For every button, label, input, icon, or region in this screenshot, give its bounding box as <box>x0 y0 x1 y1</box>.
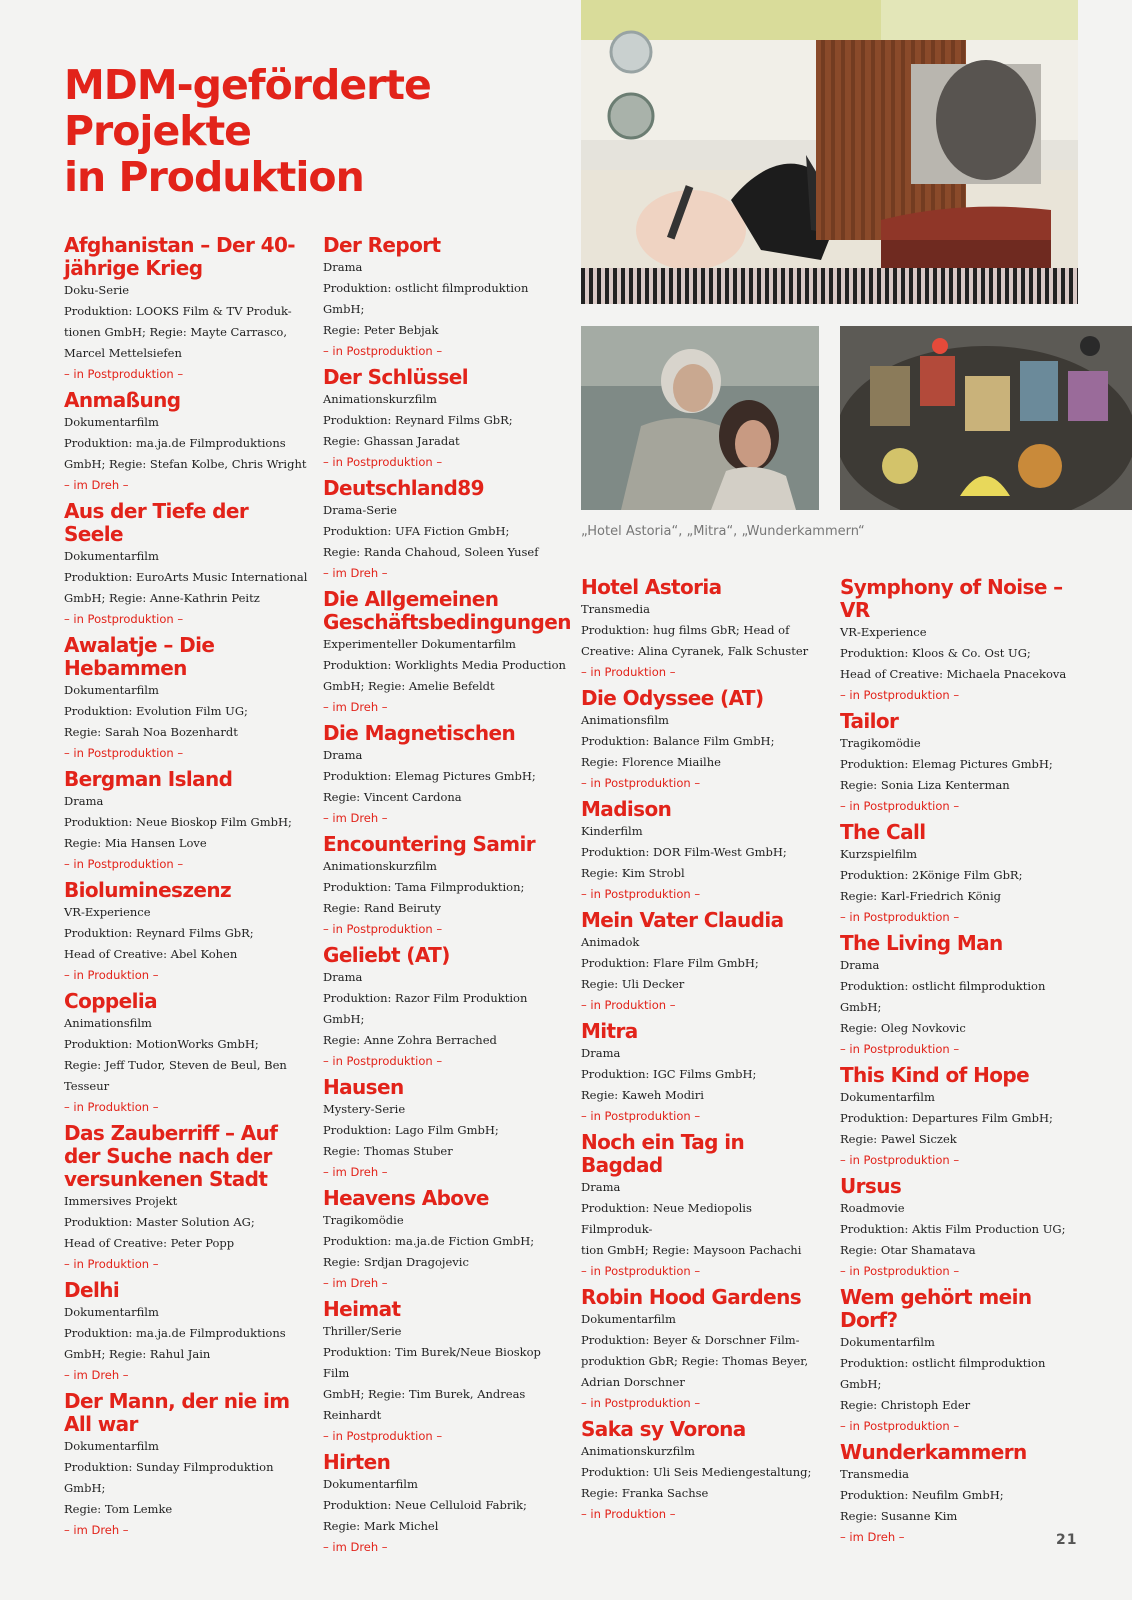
project-entry <box>840 1064 1085 1171</box>
project-genre: Dokumentarfilm <box>64 415 159 429</box>
collage-image-wunderkammern <box>840 326 1132 510</box>
project-credits: Regie: Otar Shamatava <box>840 1243 976 1257</box>
project-status: – im Dreh – <box>64 1523 129 1537</box>
project-genre: Animationskurzfilm <box>323 859 437 873</box>
project-credits: Head of Creative: Michaela Pnacekova <box>840 667 1067 681</box>
project-entry <box>581 1131 826 1282</box>
project-credits: Marcel Mettelsiefen <box>64 346 182 360</box>
project-title: Delhi <box>64 1278 120 1302</box>
project-entry <box>581 1286 826 1414</box>
project-credits: GmbH; Regie: Stefan Kolbe, Chris Wright <box>64 457 307 471</box>
project-entry <box>64 234 309 385</box>
project-entry <box>581 1020 826 1127</box>
project-credits: GmbH; Regie: Anne-Kathrin Peitz <box>64 591 260 605</box>
project-credits: Produktion: Uli Seis Mediengestaltung; <box>581 1465 812 1479</box>
project-entry <box>840 1286 1085 1437</box>
project-title: Mitra <box>581 1019 638 1043</box>
project-status: – in Postproduktion – <box>323 922 443 936</box>
project-entry <box>323 587 571 718</box>
project-credits: Produktion: Razor Film Produktion GmbH; <box>323 991 528 1026</box>
project-status: – im Dreh – <box>323 1276 388 1290</box>
project-credits: Adrian Dorschner <box>581 1375 685 1389</box>
project-credits: Regie: Kaweh Modiri <box>581 1088 704 1102</box>
project-genre: Transmedia <box>840 1467 909 1481</box>
project-status: – in Produktion – <box>64 968 159 982</box>
project-status: – in Postproduktion – <box>840 1264 960 1278</box>
project-credits: Produktion: UFA Fiction GmbH; <box>323 524 510 538</box>
project-genre: Mystery-Serie <box>323 1102 406 1116</box>
project-entry <box>323 477 568 584</box>
project-title: Encountering Samir <box>323 832 535 856</box>
project-genre: Drama <box>581 1180 621 1194</box>
project-genre: Dokumentarfilm <box>840 1090 935 1104</box>
project-credits: Regie: Tom Lemke <box>64 1502 173 1516</box>
project-column-4 <box>840 576 1085 1552</box>
image-caption: „Hotel Astoria“, „Mitra“, „Wunderkammern“ <box>581 524 865 539</box>
project-genre: Drama <box>323 748 363 762</box>
project-genre: Drama-Serie <box>323 503 397 517</box>
project-credits: Produktion: Flare Film GmbH; <box>581 956 759 970</box>
project-credits: Regie: Anne Zohra Berrached <box>323 1033 497 1047</box>
project-entry <box>64 768 309 875</box>
page-number: 21 <box>1056 1532 1078 1548</box>
project-genre: Kinderfilm <box>581 824 643 838</box>
project-status: – in Postproduktion – <box>64 612 184 626</box>
project-title: Aus der Tiefe der Seele <box>64 499 249 546</box>
film-still-mitra <box>581 326 819 510</box>
project-credits: GmbH; Regie: Rahul Jain <box>64 1347 211 1361</box>
project-entry <box>323 1298 568 1447</box>
project-title: Noch ein Tag in Bagdad <box>581 1130 745 1177</box>
page-title-line-1: MDM-geförderte Projekte <box>64 61 431 155</box>
project-genre: Kurzspielfilm <box>840 847 917 861</box>
project-title: Die Allgemeinen Geschäftsbedingungen <box>323 587 571 634</box>
project-credits: Creative: Alina Cyranek, Falk Schuster <box>581 644 809 658</box>
project-entry <box>840 821 1085 928</box>
project-genre: Dokumentarfilm <box>581 1312 676 1326</box>
project-title: Awalatje – Die Hebammen <box>64 633 215 680</box>
project-credits: Produktion: Beyer & Dorschner Film- <box>581 1333 800 1347</box>
project-credits: Produktion: DOR Film-West GmbH; <box>581 845 787 859</box>
project-entry <box>840 576 1085 706</box>
project-entry <box>840 932 1085 1060</box>
project-title: Coppelia <box>64 989 158 1013</box>
project-genre: Drama <box>323 970 363 984</box>
project-status: – im Dreh – <box>323 1165 388 1179</box>
project-genre: Drama <box>581 1046 621 1060</box>
project-credits: Produktion: 2Könige Film GbR; <box>840 868 1023 882</box>
project-title: Anmaßung <box>64 388 181 412</box>
project-credits: Regie: Rand Beiruty <box>323 901 441 915</box>
project-credits: Produktion: Neue Mediopolis Filmproduk- <box>581 1201 752 1236</box>
project-credits: Produktion: Neue Celluloid Fabrik; <box>323 1498 527 1512</box>
project-status: – im Dreh – <box>840 1530 905 1544</box>
project-credits: Regie: Uli Decker <box>581 977 685 991</box>
project-title: Der Report <box>323 233 441 257</box>
project-entry <box>323 833 568 940</box>
project-genre: Drama <box>64 794 104 808</box>
project-title: Der Schlüssel <box>323 365 469 389</box>
project-genre: Roadmovie <box>840 1201 905 1215</box>
project-column-2 <box>323 233 571 1562</box>
project-entry <box>323 1451 568 1558</box>
project-genre: Animationsfilm <box>581 713 669 727</box>
project-credits: Regie: Vincent Cardona <box>323 790 462 804</box>
project-genre: Dokumentarfilm <box>64 1439 159 1453</box>
project-title: Das Zauberriff – Auf der Suche nach der versunkenen Stadt <box>64 1121 278 1191</box>
project-credits: Regie: Jeff Tudor, Steven de Beul, Ben Tesseur <box>64 1058 287 1093</box>
project-entry <box>840 710 1085 817</box>
project-entry <box>323 234 568 362</box>
project-title: Madison <box>581 797 672 821</box>
project-credits: Produktion: Departures Film GmbH; <box>840 1111 1053 1125</box>
project-credits: Produktion: Tim Burek/Neue Bioskop Film <box>323 1345 541 1380</box>
project-credits: Regie: Randa Chahoud, Soleen Yusef <box>323 545 539 559</box>
project-credits: Produktion: Tama Filmproduktion; <box>323 880 525 894</box>
project-credits: Produktion: ostlicht filmproduktion GmbH; <box>840 979 1046 1014</box>
project-entry <box>323 722 568 829</box>
project-genre: Transmedia <box>581 602 650 616</box>
project-genre: Drama <box>323 260 363 274</box>
project-credits: Produktion: ostlicht filmproduktion GmbH; <box>323 281 529 316</box>
project-credits: Regie: Florence Miailhe <box>581 755 721 769</box>
project-title: Heimat <box>323 1297 401 1321</box>
project-status: – in Postproduktion – <box>840 1042 960 1056</box>
project-entry <box>64 500 309 630</box>
project-status: – in Postproduktion – <box>323 455 443 469</box>
project-status: – im Dreh – <box>323 566 388 580</box>
project-title: This Kind of Hope <box>840 1063 1030 1087</box>
project-status: – in Postproduktion – <box>840 688 960 702</box>
project-entry <box>64 1390 309 1541</box>
project-entry <box>323 1076 568 1183</box>
project-genre: Dokumentarfilm <box>64 1305 159 1319</box>
project-title: Mein Vater Claudia <box>581 908 784 932</box>
project-title: Robin Hood Gardens <box>581 1285 802 1309</box>
project-status: – in Postproduktion – <box>840 910 960 924</box>
project-genre: Animadok <box>581 935 640 949</box>
project-genre: Experimenteller Dokumentarfilm <box>323 637 516 651</box>
project-credits: Produktion: IGC Films GmbH; <box>581 1067 757 1081</box>
project-credits: Regie: Christoph Eder <box>840 1398 971 1412</box>
project-credits: Regie: Sarah Noa Bozenhardt <box>64 725 238 739</box>
project-entry <box>581 1418 826 1525</box>
project-entry <box>64 389 309 496</box>
project-credits: Produktion: Worklights Media Production <box>323 658 566 672</box>
project-status: – in Postproduktion – <box>581 1396 701 1410</box>
project-title: Wunderkammern <box>840 1440 1027 1464</box>
project-entry <box>581 687 826 794</box>
project-credits: produktion GbR; Regie: Thomas Beyer, <box>581 1354 809 1368</box>
project-status: – in Postproduktion – <box>581 776 701 790</box>
project-status: – in Postproduktion – <box>581 887 701 901</box>
project-credits: Produktion: Neue Bioskop Film GmbH; <box>64 815 292 829</box>
project-credits: Produktion: ma.ja.de Fiction GmbH; <box>323 1234 535 1248</box>
project-credits: Regie: Kim Strobl <box>581 866 685 880</box>
project-status: – im Dreh – <box>323 1540 388 1554</box>
project-status: – in Postproduktion – <box>323 1429 443 1443</box>
project-title: The Living Man <box>840 931 1003 955</box>
collage-image-hotel-astoria <box>581 0 1078 304</box>
project-entry <box>64 1122 309 1275</box>
project-title: Bergman Island <box>64 767 233 791</box>
project-credits: Regie: Srdjan Dragojevic <box>323 1255 469 1269</box>
project-status: – in Postproduktion – <box>323 1054 443 1068</box>
project-title: Die Odyssee (AT) <box>581 686 764 710</box>
project-status: – in Postproduktion – <box>840 1153 960 1167</box>
project-title: The Call <box>840 820 926 844</box>
project-column-1 <box>64 234 309 1545</box>
project-title: Geliebt (AT) <box>323 943 450 967</box>
project-title: Die Magnetischen <box>323 721 516 745</box>
project-entry <box>840 1441 1085 1548</box>
project-credits: Produktion: Neufilm GmbH; <box>840 1488 1004 1502</box>
project-title: Symphony of Noise – VR <box>840 575 1063 622</box>
project-title: Hotel Astoria <box>581 575 722 599</box>
project-entry <box>323 944 568 1072</box>
project-credits: tionen GmbH; Regie: Mayte Carrasco, <box>64 325 287 339</box>
project-status: – in Produktion – <box>581 1507 676 1521</box>
project-genre: Tragikomödie <box>840 736 921 750</box>
project-status: – in Produktion – <box>581 665 676 679</box>
project-entry <box>323 1187 568 1294</box>
project-status: – im Dreh – <box>64 478 129 492</box>
project-genre: Immersives Projekt <box>64 1194 178 1208</box>
project-credits: Regie: Karl-Friedrich König <box>840 889 1001 903</box>
project-credits: Produktion: Kloos & Co. Ost UG; <box>840 646 1031 660</box>
project-credits: Produktion: hug films GbR; Head of <box>581 623 790 637</box>
project-status: – im Dreh – <box>323 811 388 825</box>
project-entry <box>581 576 826 683</box>
project-genre: VR-Experience <box>840 625 927 639</box>
project-credits: Regie: Sonia Liza Kenterman <box>840 778 1010 792</box>
project-entry <box>64 990 309 1118</box>
project-credits: Produktion: EuroArts Music International <box>64 570 308 584</box>
project-genre: Animationsfilm <box>64 1016 152 1030</box>
project-credits: Produktion: Reynard Films GbR; <box>323 413 513 427</box>
project-credits: Produktion: ostlicht filmproduktion GmbH; <box>840 1356 1046 1391</box>
project-status: – im Dreh – <box>323 700 388 714</box>
project-credits: GmbH; Regie: Amelie Befeldt <box>323 679 495 693</box>
page-title <box>64 62 584 200</box>
project-genre: Dokumentarfilm <box>64 683 159 697</box>
project-status: – in Postproduktion – <box>64 367 184 381</box>
project-title: Hirten <box>323 1450 391 1474</box>
project-credits: Produktion: Evolution Film UG; <box>64 704 248 718</box>
project-credits: Produktion: Balance Film GmbH; <box>581 734 775 748</box>
project-genre: VR-Experience <box>64 905 151 919</box>
project-credits: GmbH; Regie: Tim Burek, Andreas Reinhardt <box>323 1387 526 1422</box>
project-status: – in Produktion – <box>581 998 676 1012</box>
project-title: Afghanistan – Der 40-jährige Krieg <box>64 233 295 280</box>
project-status: – in Postproduktion – <box>323 344 443 358</box>
project-entry <box>64 1279 309 1386</box>
project-title: Deutschland89 <box>323 476 484 500</box>
project-credits: Regie: Pawel Siczek <box>840 1132 957 1146</box>
project-title: Ursus <box>840 1174 902 1198</box>
project-credits: Head of Creative: Abel Kohen <box>64 947 238 961</box>
project-genre: Animationskurzfilm <box>581 1444 695 1458</box>
project-entry <box>840 1175 1085 1282</box>
project-title: Der Mann, der nie im All war <box>64 1389 290 1436</box>
project-credits: Produktion: ma.ja.de Filmproduktions <box>64 1326 286 1340</box>
project-title: Wem gehört mein Dorf? <box>840 1285 1032 1332</box>
project-status: – in Postproduktion – <box>581 1109 701 1123</box>
project-status: – in Produktion – <box>64 1257 159 1271</box>
project-genre: Thriller/Serie <box>323 1324 402 1338</box>
project-status: – im Dreh – <box>64 1368 129 1382</box>
project-credits: Regie: Oleg Novkovic <box>840 1021 966 1035</box>
project-status: – in Postproduktion – <box>840 799 960 813</box>
project-credits: Produktion: MotionWorks GmbH; <box>64 1037 259 1051</box>
project-genre: Dokumentarfilm <box>64 549 159 563</box>
project-genre: Drama <box>840 958 880 972</box>
project-status: – in Postproduktion – <box>64 857 184 871</box>
project-credits: tion GmbH; Regie: Maysoon Pachachi <box>581 1243 802 1257</box>
project-credits: Regie: Ghassan Jaradat <box>323 434 460 448</box>
project-column-3 <box>581 576 826 1529</box>
project-credits: Regie: Mark Michel <box>323 1519 439 1533</box>
project-credits: Produktion: Elemag Pictures GmbH; <box>323 769 536 783</box>
project-status: – in Produktion – <box>64 1100 159 1114</box>
project-credits: Regie: Franka Sachse <box>581 1486 709 1500</box>
project-credits: Produktion: Lago Film GmbH; <box>323 1123 499 1137</box>
project-credits: Head of Creative: Peter Popp <box>64 1236 235 1250</box>
project-status: – in Postproduktion – <box>581 1264 701 1278</box>
project-title: Heavens Above <box>323 1186 489 1210</box>
project-genre: Tragikomödie <box>323 1213 404 1227</box>
project-title: Hausen <box>323 1075 404 1099</box>
project-genre: Dokumentarfilm <box>323 1477 418 1491</box>
project-credits: Regie: Susanne Kim <box>840 1509 958 1523</box>
project-entry <box>64 879 309 986</box>
project-genre: Doku-Serie <box>64 283 130 297</box>
project-status: – in Postproduktion – <box>64 746 184 760</box>
project-credits: Produktion: Aktis Film Production UG; <box>840 1222 1066 1236</box>
project-title: Saka sy Vorona <box>581 1417 746 1441</box>
project-entry <box>64 634 309 764</box>
project-title: Tailor <box>840 709 899 733</box>
project-credits: Regie: Thomas Stuber <box>323 1144 453 1158</box>
project-credits: Regie: Mia Hansen Love <box>64 836 207 850</box>
project-credits: Produktion: Elemag Pictures GmbH; <box>840 757 1053 771</box>
page-title-line-2: in Produktion <box>64 153 364 201</box>
project-credits: Produktion: Sunday Filmproduktion GmbH; <box>64 1460 274 1495</box>
project-entry <box>323 366 568 473</box>
project-genre: Animationskurzfilm <box>323 392 437 406</box>
project-title: Biolumineszenz <box>64 878 232 902</box>
project-credits: Regie: Peter Bebjak <box>323 323 439 337</box>
project-entry <box>581 798 826 905</box>
project-credits: Produktion: Master Solution AG; <box>64 1215 255 1229</box>
project-status: – in Postproduktion – <box>840 1419 960 1433</box>
project-credits: Produktion: Reynard Films GbR; <box>64 926 254 940</box>
project-credits: Produktion: ma.ja.de Filmproduktions <box>64 436 286 450</box>
project-credits: Produktion: LOOKS Film & TV Produk- <box>64 304 292 318</box>
project-genre: Dokumentarfilm <box>840 1335 935 1349</box>
project-entry <box>581 909 826 1016</box>
